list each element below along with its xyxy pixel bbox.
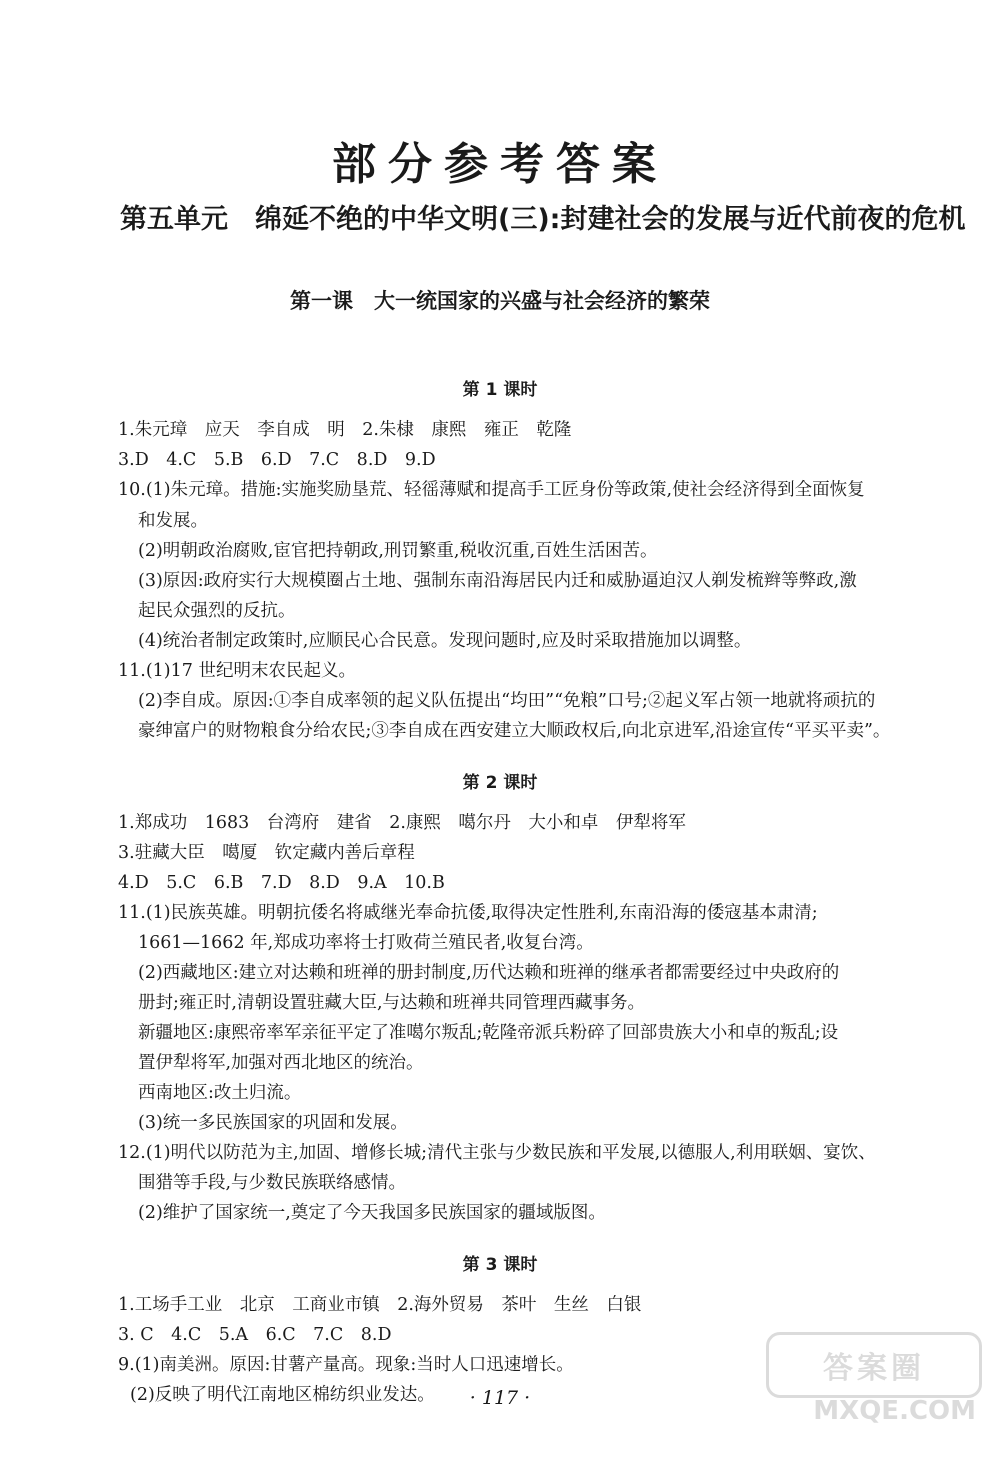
- answer-line: (2)西藏地区:建立对达赖和班禅的册封制度,历代达赖和班禅的继承者都需要经过中央政府的: [138, 963, 840, 983]
- watermark-logo: [772, 1332, 982, 1427]
- answer-line: 1.工场手工业 北京 工商业市镇 2.海外贸易 茶叶 生丝 白银: [118, 1295, 642, 1315]
- answer-line: 豪绅富户的财物粮食分给农民;③李自成在西安建立大顺政权后,向北京进军,沿途宣传“平买平卖”。: [138, 721, 891, 741]
- answer-line: (2)反映了明代江南地区棉纺织业发达。: [130, 1385, 435, 1405]
- watermark-badge: [766, 1332, 982, 1398]
- answer-line: 9.(1)南美洲。原因:甘薯产量高。现象:当时人口迅速增长。: [118, 1355, 574, 1375]
- watermark-logo-text: 答案圈: [823, 1351, 925, 1386]
- answer-line: 1.郑成功 1683 台湾府 建省 2.康熙 噶尔丹 大小和卓 伊犁将军: [118, 813, 686, 833]
- answer-line: 3. C 4.C 5.A 6.C 7.C 8.D: [118, 1325, 392, 1345]
- period-heading: 第 2 课时: [462, 773, 538, 793]
- answer-line: 11.(1)民族英雄。明朝抗倭名将戚继光奉命抗倭,取得决定性胜利,东南沿海的倭寇基本肃清;: [118, 903, 818, 923]
- answer-line: 1661—1662 年,郑成功率将士打败荷兰殖民者,收复台湾。: [138, 933, 594, 953]
- answer-line: (3)统一多民族国家的巩固和发展。: [138, 1113, 408, 1133]
- period-heading: 第 1 课时: [462, 380, 538, 400]
- answer-line: (3)原因:政府实行大规模圈占土地、强制东南沿海居民内迁和威胁逼迫汉人剃发梳辫等弊政,激: [138, 571, 857, 591]
- answer-line: 起民众强烈的反抗。: [138, 601, 296, 621]
- answer-line: 西南地区:改土归流。: [138, 1083, 302, 1103]
- answer-line: 3.驻藏大臣 噶厦 钦定藏内善后章程: [118, 843, 415, 863]
- answer-line: 12.(1)明代以防范为主,加固、增修长城;清代主张与少数民族和平发展,以德服人,利用联姻、宴饮、: [118, 1143, 876, 1163]
- answer-line: (4)统治者制定政策时,应顺民心合民意。发现问题时,应及时采取措施加以调整。: [138, 631, 752, 651]
- unit-heading: 第五单元 绵延不绝的中华文明(三):封建社会的发展与近代前夜的危机: [120, 204, 966, 235]
- answer-line: 册封;雍正时,清朝设置驻藏大臣,与达赖和班禅共同管理西藏事务。: [138, 993, 646, 1013]
- answer-line: 10.(1)朱元璋。措施:实施奖励垦荒、轻徭薄赋和提高手工匠身份等政策,使社会经济得到全面恢复: [118, 480, 865, 500]
- answer-line: (2)维护了国家统一,奠定了今天我国多民族国家的疆域版图。: [138, 1203, 606, 1223]
- page-title: 部分参考答案: [332, 139, 668, 190]
- page-number: · 117 ·: [469, 1387, 531, 1409]
- answer-line: 围猎等手段,与少数民族联络感情。: [138, 1173, 407, 1193]
- answer-line: 1.朱元璋 应天 李自成 明 2.朱棣 康熙 雍正 乾隆: [118, 420, 572, 440]
- answer-line: 3.D 4.C 5.B 6.D 7.C 8.D 9.D: [118, 450, 436, 470]
- watermark-url: MXQE.COM: [813, 1396, 976, 1426]
- period-heading: 第 3 课时: [462, 1255, 538, 1275]
- answer-line: 新疆地区:康熙帝率军亲征平定了准噶尔叛乱;乾隆帝派兵粉碎了回部贵族大小和卓的叛乱;设: [138, 1023, 839, 1043]
- answer-line: 置伊犁将军,加强对西北地区的统治。: [138, 1053, 424, 1073]
- answer-line: (2)明朝政治腐败,宦官把持朝政,刑罚繁重,税收沉重,百姓生活困苦。: [138, 541, 658, 561]
- answer-line: 4.D 5.C 6.B 7.D 8.D 9.A 10.B: [118, 873, 445, 893]
- answer-line: 11.(1)17 世纪明末农民起义。: [118, 661, 356, 681]
- lesson-heading: 第一课 大一统国家的兴盛与社会经济的繁荣: [290, 289, 710, 313]
- answer-line: (2)李自成。原因:①李自成率领的起义队伍提出“均田”“免粮”口号;②起义军占领一地就将顽抗的: [138, 691, 876, 711]
- answer-line: 和发展。: [138, 511, 208, 531]
